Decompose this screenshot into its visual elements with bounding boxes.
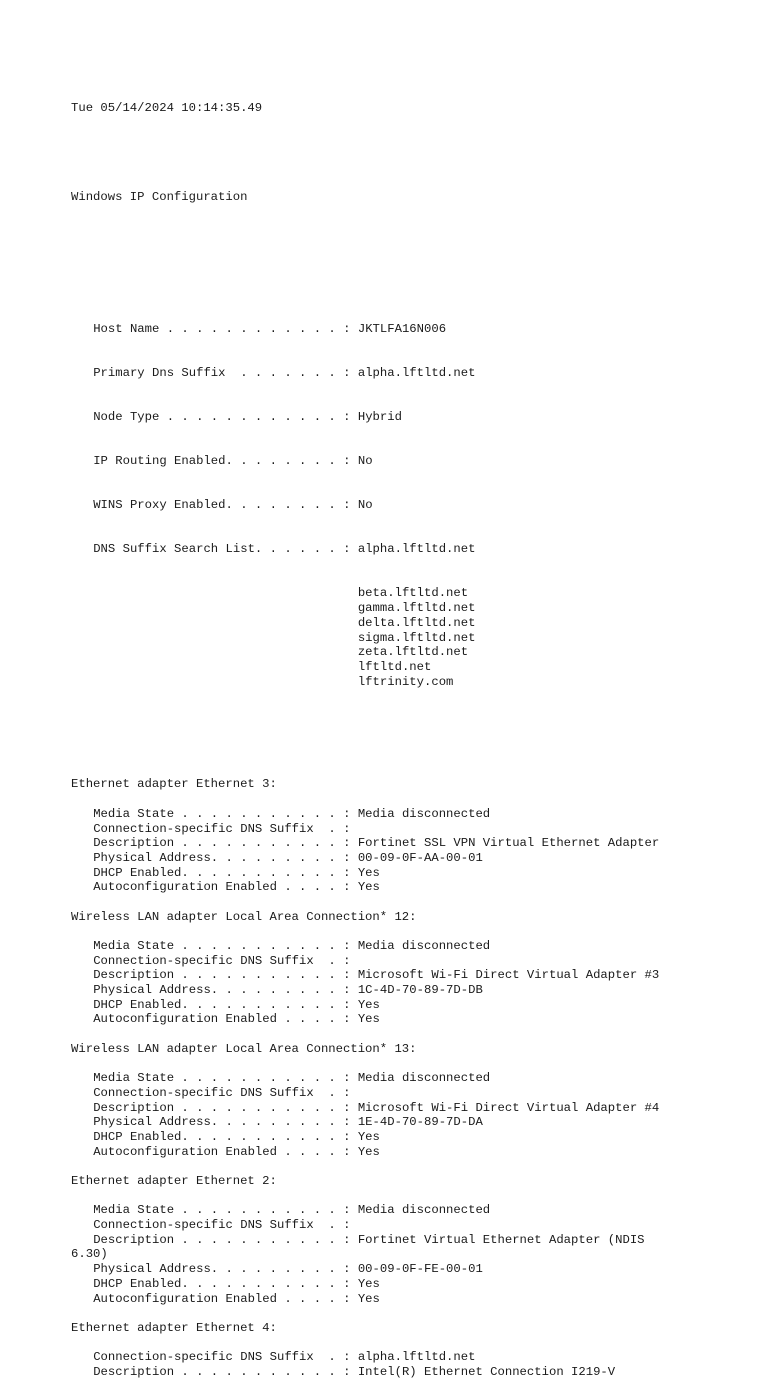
config-line-ip-routing [71, 454, 659, 469]
blank-line [71, 1159, 659, 1174]
config-value: JKTLFA16N006 [357, 321, 447, 336]
adapter-property-line: Physical Address. . . . . . . . . : 1C-4D-70-89-7D-DB [93, 983, 483, 998]
adapter-heading: Ethernet adapter Ethernet 3: [71, 777, 277, 792]
config-line-dns-suffix-search-list [71, 542, 659, 557]
config-line-primary-dns-suffix [71, 366, 659, 381]
adapter-property-line: Autoconfiguration Enabled . . . . : Yes [93, 880, 380, 895]
dns-suffix-entry: lftltd.net [93, 659, 432, 674]
blank-line [71, 895, 659, 910]
adapter-property-line: Autoconfiguration Enabled . . . . : Yes [93, 1012, 380, 1027]
blank-line [71, 924, 659, 939]
config-label: IP Routing Enabled. . . . . . . . : [93, 454, 358, 469]
config-line-host-name [71, 322, 659, 337]
adapter-property-line: Description . . . . . . . . . . . : Intel(R) Ethernet Connection I219-V [93, 1364, 616, 1379]
adapter-heading: Ethernet adapter Ethernet 2: [71, 1174, 277, 1189]
blank-line [71, 146, 659, 161]
adapter-property-line: Connection-specific DNS Suffix . : alpha.lftltd.net [93, 1350, 476, 1365]
dns-suffix-entry: lftrinity.com [93, 674, 454, 689]
section-title: Windows IP Configuration [71, 189, 248, 204]
ipconfig-output [71, 72, 659, 1394]
adapter-heading: Wireless LAN adapter Local Area Connection* 13: [71, 1041, 417, 1056]
blank-line [71, 1027, 659, 1042]
dns-suffix-entry: delta.lftltd.net [93, 615, 476, 630]
adapters-list [71, 763, 659, 1380]
blank-line [71, 1306, 659, 1321]
blank-line [71, 792, 659, 807]
config-label: WINS Proxy Enabled. . . . . . . . : [93, 498, 358, 513]
config-line-node-type [71, 410, 659, 425]
dns-suffix-entry: gamma.lftltd.net [93, 601, 476, 616]
blank-line [71, 1189, 659, 1204]
adapter-property-line: Autoconfiguration Enabled . . . . : Yes [93, 1144, 380, 1159]
config-value: alpha.lftltd.net [357, 542, 476, 557]
ip-config-block [71, 292, 659, 718]
blank-line [71, 1336, 659, 1351]
config-value: No [357, 498, 373, 513]
adapter-heading: Wireless LAN adapter Local Area Connection* 12: [71, 909, 417, 924]
config-line-wins-proxy [71, 498, 659, 513]
adapter-property-line: Media State . . . . . . . . . . . : Media disconnected [93, 806, 491, 821]
adapter-property-line: DHCP Enabled. . . . . . . . . . . : Yes [93, 865, 380, 880]
dns-suffix-entry: beta.lftltd.net [93, 586, 469, 601]
blank-line [71, 763, 659, 778]
blank-line [71, 234, 659, 249]
adapter-property-line: Physical Address. . . . . . . . . : 00-09-0F-FE-00-01 [93, 1262, 483, 1277]
adapter-property-line: DHCP Enabled. . . . . . . . . . . : Yes [93, 1276, 380, 1291]
config-value: alpha.lftltd.net [357, 365, 476, 380]
config-label: Node Type . . . . . . . . . . . . : [93, 410, 358, 425]
adapter-property-line: Description . . . . . . . . . . . : Microsoft Wi-Fi Direct Virtual Adapter #4 [93, 1100, 660, 1115]
adapter-property-line: Description . . . . . . . . . . . : Fortinet SSL VPN Virtual Ethernet Adapter [93, 836, 660, 851]
adapter-property-line: Autoconfiguration Enabled . . . . : Yes [93, 1291, 380, 1306]
blank-line [71, 1057, 659, 1072]
adapter-property-line: Media State . . . . . . . . . . . : Media disconnected [93, 939, 491, 954]
adapter-property-line: Connection-specific DNS Suffix . : [93, 1218, 351, 1233]
adapter-property-line: Media State . . . . . . . . . . . : Media disconnected [93, 1071, 491, 1086]
adapter-wrapped-line: 6.30) [71, 1247, 108, 1262]
adapter-property-line: DHCP Enabled. . . . . . . . . . . : Yes [93, 1129, 380, 1144]
config-value: No [357, 454, 373, 469]
adapter-property-line: DHCP Enabled. . . . . . . . . . . : Yes [93, 997, 380, 1012]
config-label: DNS Suffix Search List. . . . . . : [93, 542, 358, 557]
adapter-property-line: Description . . . . . . . . . . . : Microsoft Wi-Fi Direct Virtual Adapter #3 [93, 968, 660, 983]
config-value: Hybrid [357, 410, 402, 425]
adapter-property-line: Media State . . . . . . . . . . . : Media disconnected [93, 1203, 491, 1218]
adapter-property-line: Description . . . . . . . . . . . : Fortinet Virtual Ethernet Adapter (NDIS [93, 1232, 645, 1247]
dns-suffix-continuation [71, 586, 659, 689]
adapter-property-line: Physical Address. . . . . . . . . : 00-09-0F-AA-00-01 [93, 850, 483, 865]
adapter-property-line: Connection-specific DNS Suffix . : [93, 821, 351, 836]
adapter-property-line: Physical Address. . . . . . . . . : 1E-4D-70-89-7D-DA [93, 1115, 483, 1130]
config-label: Primary Dns Suffix . . . . . . . : [93, 365, 358, 380]
config-label: Host Name . . . . . . . . . . . . : [93, 321, 358, 336]
dns-suffix-entry: sigma.lftltd.net [93, 630, 476, 645]
adapter-property-line: Connection-specific DNS Suffix . : [93, 1085, 351, 1100]
adapter-heading: Ethernet adapter Ethernet 4: [71, 1320, 277, 1335]
adapter-property-line: Connection-specific DNS Suffix . : [93, 953, 351, 968]
timestamp: Tue 05/14/2024 10:14:35.49 [71, 101, 263, 116]
dns-suffix-entry: zeta.lftltd.net [93, 645, 469, 660]
